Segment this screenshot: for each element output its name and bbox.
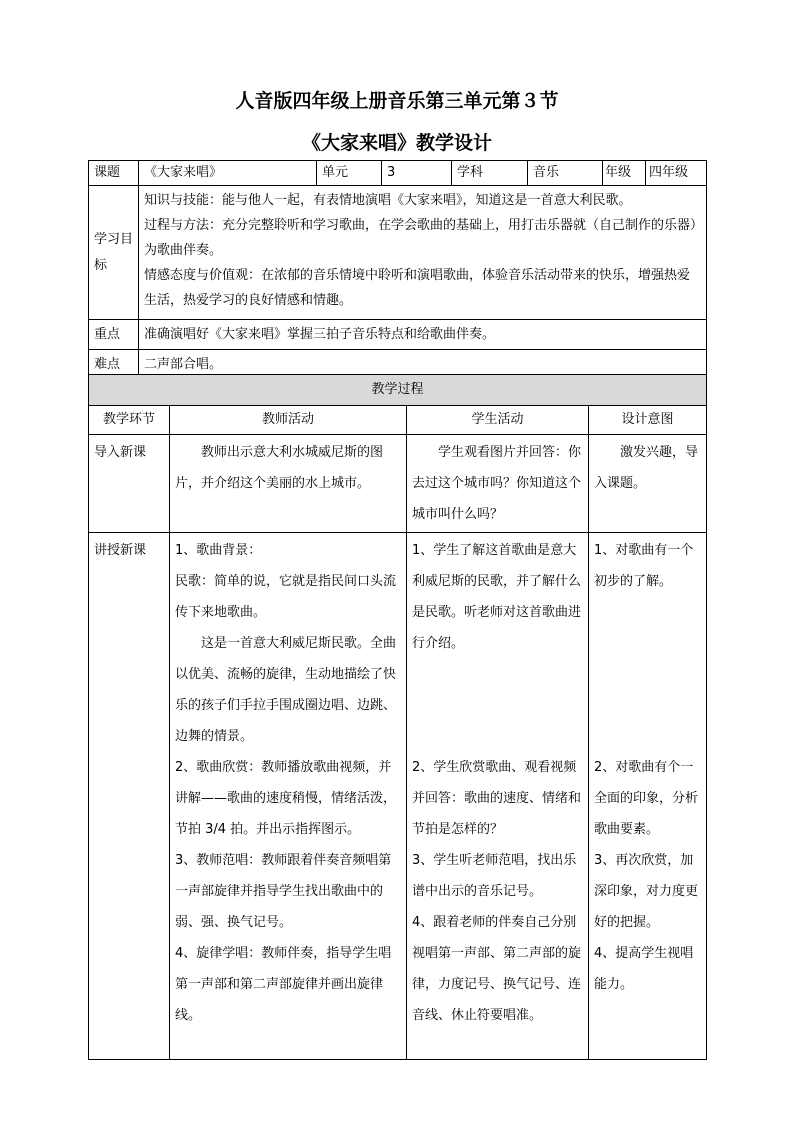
grade-value: 四年级	[646, 161, 707, 186]
teacher-step-4: 4、旋律学唱：教师伴奏，指导学生唱第一声部和第二声部旋律并画出旋律线。	[175, 946, 392, 1023]
lesson-stage: 讲授新课	[89, 533, 170, 1060]
intro-intent: 激发兴趣，导入课题。	[589, 435, 707, 533]
intent-step-1: 1、对歌曲有一个初步的了解。	[594, 543, 694, 589]
teacher-step-1-folk: 民歌：简单的说，它就是指民间口头流传下来地歌曲。	[175, 574, 397, 620]
intent-step-2: 2、对歌曲有个一全面的印象，分析歌曲要素。	[594, 760, 699, 837]
goal-attitude: 情感态度与价值观：在浓郁的音乐情境中聆听和演唱歌曲，体验音乐活动带来的快乐，增强热爱生活，热爱学习的良好情感和情趣。	[144, 268, 691, 308]
difficulty-label: 难点	[89, 350, 139, 380]
student-step-1: 1、学生了解这首歌曲是意大利威尼斯的民歌，并了解什么是民歌。听老师对这首歌曲进行介绍。	[412, 543, 582, 651]
header-stage: 教学环节	[89, 406, 170, 435]
teacher-step-3: 3、教师范唱：教师跟着伴奏音频唱第一声部旋律并指导学生找出歌曲中的弱、强、换气记号。	[175, 853, 392, 930]
goals-table	[88, 185, 707, 380]
intro-teacher: 教师出示意大利水城威尼斯的图片，并介绍这个美丽的水上城市。	[170, 435, 407, 533]
unit-value: 3	[382, 161, 452, 186]
goal-process: 过程与方法：充分完整聆听和学习歌曲，在学会歌曲的基础上，用打击乐器就（自己制作的乐器）为歌曲伴奏。	[144, 218, 697, 258]
teacher-step-1-title: 1、歌曲背景：	[175, 543, 262, 558]
lesson-teacher	[170, 533, 407, 1060]
grade-label: 年级	[603, 161, 646, 186]
subject-value: 音乐	[528, 161, 603, 186]
teacher-step-1-desc: 这是一首意大利威尼斯民歌。全曲以优美、流畅的旋律，生动地描绘了快乐的孩子们手拉手围成圈边唱、边跳、边舞的情景。	[175, 636, 397, 744]
unit-label: 单元	[317, 161, 382, 186]
process-title: 教学过程	[89, 375, 707, 406]
header-teacher: 教师活动	[170, 406, 407, 435]
intro-student: 学生观看图片并回答：你去过这个城市吗？你知道这个城市叫什么吗？	[407, 435, 589, 533]
document-title: 人音版四年级上册音乐第三单元第３节	[235, 90, 559, 112]
intro-stage: 导入新课	[89, 435, 170, 533]
difficulty-value: 二声部合唱。	[139, 350, 707, 380]
student-step-2: 2、学生欣赏歌曲、观看视频并回答：歌曲的速度、情绪和节拍是怎样的？	[412, 760, 582, 837]
goals-label: 学习目标	[89, 186, 139, 320]
lesson-label: 课题	[89, 161, 139, 186]
student-step-3: 3、学生听老师范唱，找出乐谱中出示的音乐记号。	[412, 853, 577, 899]
key-value: 准确演唱好《大家来唱》掌握三拍子音乐特点和给歌曲伴奏。	[139, 320, 707, 350]
lesson-student	[407, 533, 589, 1060]
document-subtitle: 《大家来唱》教学设计	[301, 132, 492, 154]
info-table	[88, 160, 707, 186]
key-label: 重点	[89, 320, 139, 350]
lesson-value: 《大家来唱》	[139, 161, 317, 186]
goals-content	[139, 186, 707, 320]
header-intent: 设计意图	[589, 406, 707, 435]
teacher-step-2: 2、歌曲欣赏：教师播放歌曲视频，并讲解——歌曲的速度稍慢，情绪活泼，节拍 3/4 拍。并出示指挥图示。	[175, 760, 397, 837]
header-student: 学生活动	[407, 406, 589, 435]
intent-step-4: 4、提高学生视唱能力。	[594, 946, 694, 992]
subject-label: 学科	[452, 161, 528, 186]
student-step-4: 4、跟着老师的伴奏自己分别视唱第一声部、第二声部的旋律，力度记号、换气记号、连音线、休止符要唱准。	[412, 915, 582, 1023]
process-table	[88, 374, 707, 1060]
lesson-intent	[589, 533, 707, 1060]
goal-knowledge: 知识与技能：能与他人一起，有表情地演唱《大家来唱》，知道这是一首意大利民歌。	[144, 193, 632, 208]
intent-step-3: 3、再次欣赏，加深印象，对力度更好的把握。	[594, 853, 699, 930]
